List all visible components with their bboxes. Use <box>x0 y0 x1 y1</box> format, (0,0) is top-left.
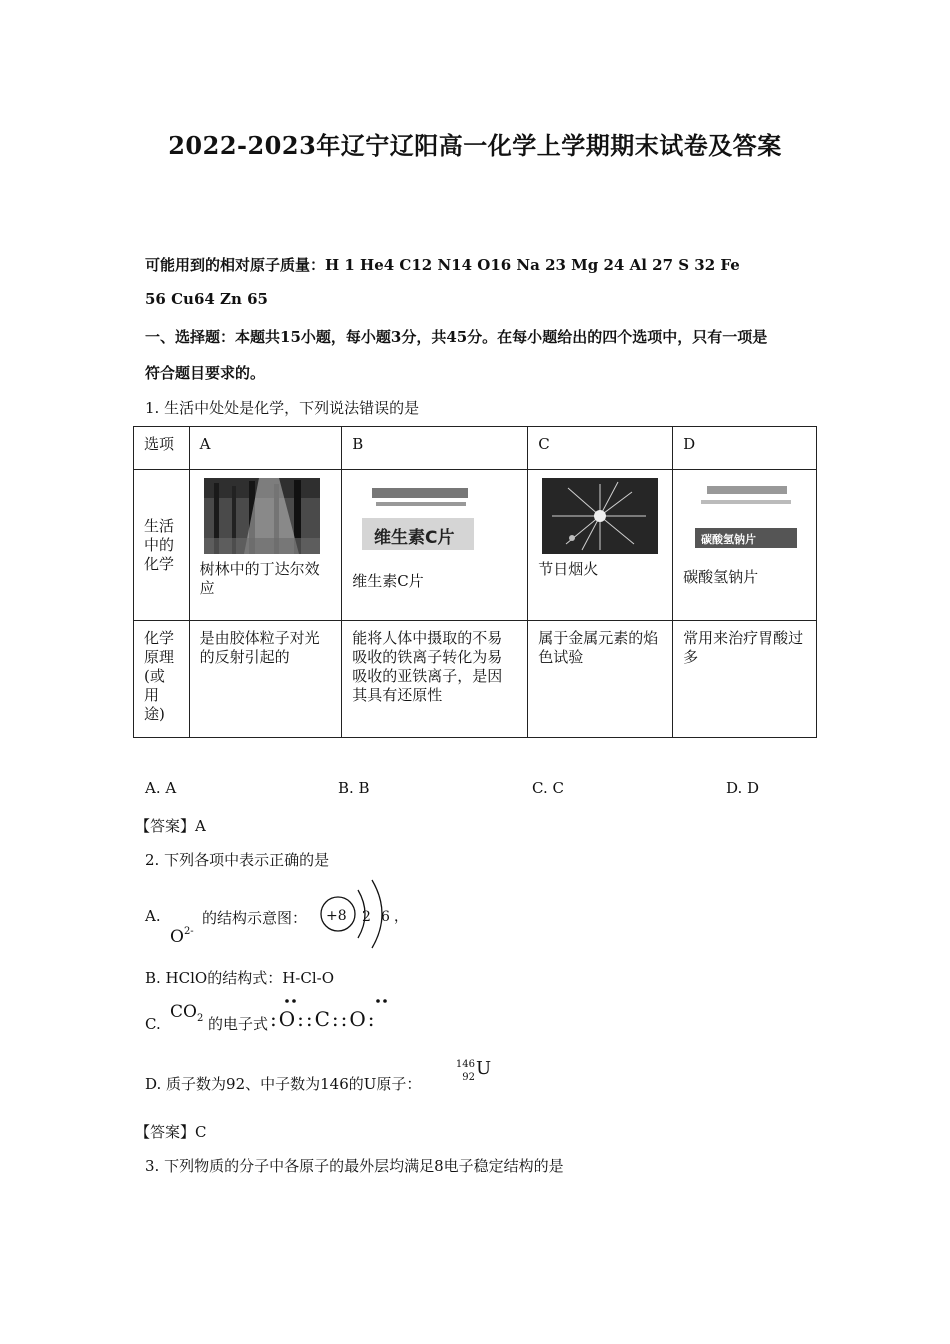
q2-option-c-text: 的电子式 <box>208 1015 269 1033</box>
question-3-stem: 3. 下列物质的分子中各原子的最外层均满足8电子稳定结构的是 <box>145 1157 564 1175</box>
forest-photo <box>204 478 320 554</box>
fireworks-photo <box>542 478 658 554</box>
formula-subscript: 2 <box>196 1013 204 1024</box>
q2-option-c-label: C. <box>145 1015 161 1033</box>
question-2-answer: 【答案】C <box>135 1123 207 1141</box>
ion-symbol: O <box>170 927 184 947</box>
nucleus-charge: +8 <box>326 908 347 924</box>
table-cell-text: 维生素C片 <box>352 572 424 590</box>
shell-1-electrons: 2 <box>362 909 371 925</box>
table-cell <box>528 470 673 621</box>
table-cell-text: 节日烟火 <box>538 560 599 578</box>
section-heading-line2: 符合题目要求的。 <box>145 364 266 382</box>
table-cell: 常用来治疗胃酸过多 <box>673 621 817 738</box>
table-header-row <box>134 427 817 470</box>
uranium-symbol: U <box>476 1058 492 1079</box>
vitamin-c-photo <box>358 480 478 560</box>
question-1-table <box>133 426 817 738</box>
table-cell-text: 树林中的丁达尔效应 <box>199 560 320 597</box>
vitamin-c-photo-label: 维生素C片 <box>374 528 455 548</box>
q2-option-c-formula <box>170 1002 203 1022</box>
q2-option-a-label: A. <box>145 907 161 925</box>
page-title: 2022-2023年辽宁辽阳高一化学上学期期末试卷及答案 <box>168 131 782 160</box>
q2-option-d-text: D. 质子数为92、中子数为146的U原子： <box>145 1075 422 1093</box>
section-heading-line1: 一、选择题：本题共15小题，每小题3分，共45分。在每小题给出的四个选项中，只有一项是 <box>145 328 768 346</box>
table-row-label: 化学原理(或用途) <box>134 621 190 738</box>
question-1-answer: 【答案】A <box>135 817 206 835</box>
q2-option-b: B. HClO的结构式：H-Cl-O <box>145 969 335 987</box>
mass-number: 146 <box>455 1059 475 1070</box>
table-cell <box>673 470 817 621</box>
option-a: A. A <box>145 779 177 797</box>
oxygen-ion-structure-diagram <box>318 876 408 952</box>
option-b: B. B <box>338 779 370 797</box>
table-cell: 是由胶体粒子对光的反射引起的 <box>189 621 342 738</box>
table-cell: 选项 <box>134 427 190 470</box>
table-cell: A <box>189 427 342 470</box>
question-2-stem: 2. 下列各项中表示正确的是 <box>145 851 330 869</box>
sodium-bicarbonate-photo-label: 碳酸氢钠片 <box>701 533 757 546</box>
ion-charge: 2- <box>183 926 194 937</box>
uranium-nuclide-numbers <box>455 1058 475 1084</box>
diagram-suffix: ， <box>394 909 408 925</box>
table-cell: D <box>673 427 817 470</box>
shell-2-electrons: 6 <box>381 909 390 925</box>
table-cell: 属于金属元素的焰色试验 <box>528 621 673 738</box>
option-d: D. D <box>726 779 760 797</box>
table-cell: 能将人体中摄取的不易吸收的铁离子转化为易吸收的亚铁离子，是因其具有还原性 <box>342 621 528 738</box>
table-cell-text: 碳酸氢钠片 <box>683 568 759 586</box>
option-c: C. C <box>532 779 564 797</box>
atomic-masses-line2: 56 Cu64 Zn 65 <box>145 290 268 308</box>
table-cell <box>189 470 342 621</box>
sodium-bicarbonate-photo <box>691 480 801 558</box>
table-cell: C <box>528 427 673 470</box>
atomic-masses-line1: 可能用到的相对原子质量：H 1 He4 C12 N14 O16 Na 23 Mg 24 Al 27 S 32 Fe <box>145 256 740 274</box>
co2-electron-formula <box>270 996 410 1034</box>
question-1-stem: 1. 生活中处处是化学，下列说法错误的是 <box>145 399 420 417</box>
table-row-label: 生活中的化学 <box>134 470 190 621</box>
table-cell <box>342 470 528 621</box>
formula-text: CO <box>170 1002 197 1022</box>
table-cell: B <box>342 427 528 470</box>
q2-option-a-text: 的结构示意图： <box>202 909 308 927</box>
atomic-number: 92 <box>462 1072 475 1083</box>
table-row <box>134 621 817 738</box>
electron-formula-text: :O::C::O: <box>270 1007 377 1031</box>
q2-option-a-ion <box>170 927 194 947</box>
table-row <box>134 470 817 621</box>
